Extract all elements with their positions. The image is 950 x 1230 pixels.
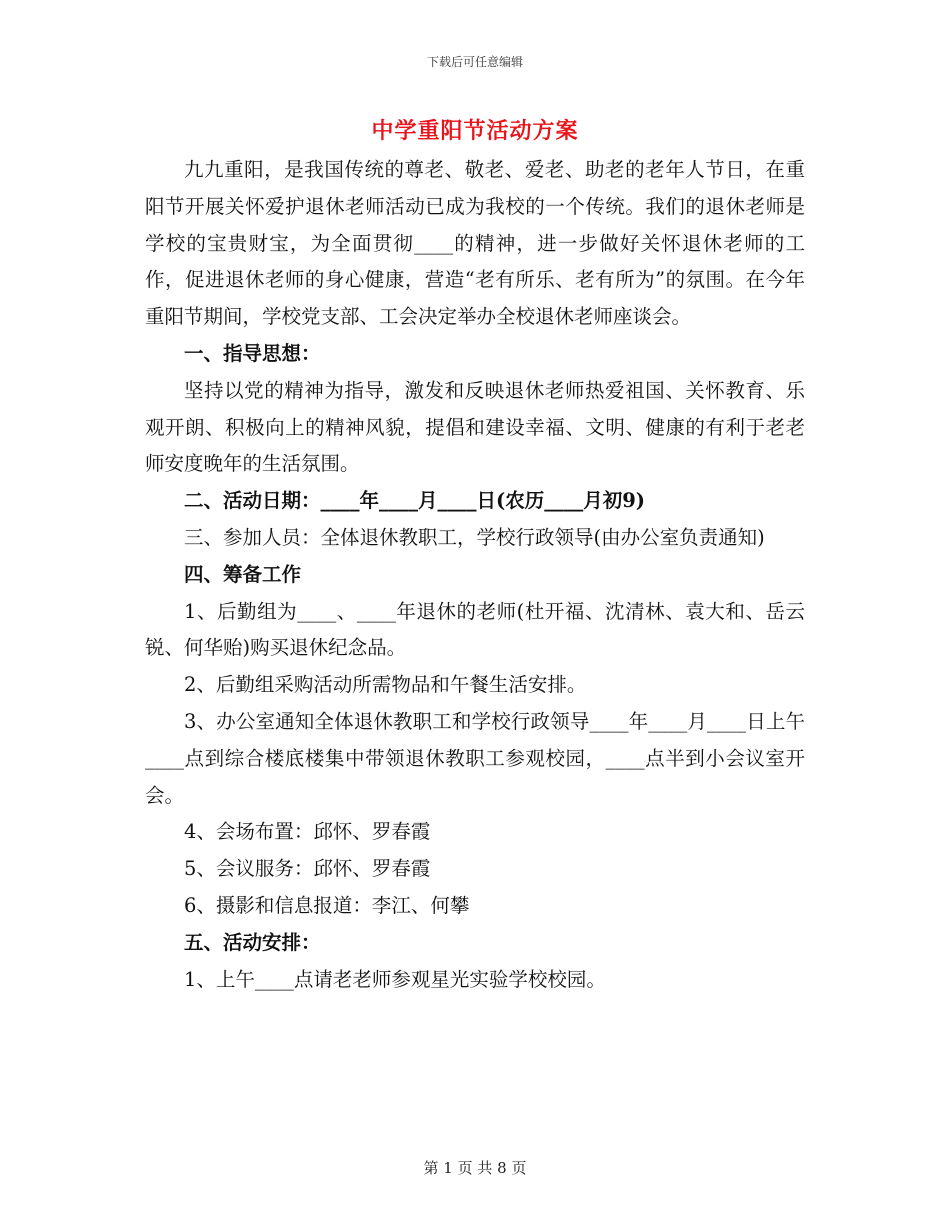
section-1-heading: 一、指导思想：	[184, 341, 321, 365]
section-4-item: 1、后勤组为____、____年退休的老师(杜开福、沈清林、袁大和、岳云锐、何华贻)购买退休纪念品。	[145, 599, 805, 660]
section-4-item: 3、办公室通知全体退休教职工和学校行政领导____年____月____日上午____点到综合楼底楼集中带领退休教职工参观校园，____点半到小会议室开会。	[145, 709, 805, 807]
document-body	[145, 152, 805, 998]
header-note: 下载后可任意编辑	[426, 55, 523, 69]
section-5-item: 1、上午____点请老老师参观星光实验学校校园。	[184, 967, 606, 991]
section-4-item: 5、会议服务：邱怀、罗春霞	[184, 857, 431, 881]
section-2-heading: 二、活动日期：____年____月____日(农历____月初9)	[184, 489, 646, 513]
section-3-paragraph: 三、参加人员：全体退休教职工，学校行政领导(由办公室负责通知)	[184, 525, 765, 549]
section-4-item: 4、会场布置：邱怀、罗春霞	[184, 820, 431, 844]
section-4-item: 6、摄影和信息报道：李江、何攀	[184, 893, 470, 917]
section-5-heading: 五、活动安排：	[184, 930, 321, 954]
page-footer: 第 1 页 共 8 页	[423, 1159, 527, 1177]
section-4-item: 2、后勤组采购活动所需物品和午餐生活安排。	[184, 673, 587, 697]
intro-paragraph: 九九重阳，是我国传统的尊老、敬老、爱老、助老的老年人节日，在重阳节开展关怀爱护退休老师活动已成为我校的一个传统。我们的退休老师是学校的宝贵财宝，为全面贯彻____的精神，进一步做好关怀退休老师的工作，促进退休老师的身心健康，营造“老有所乐、老有所为”的氛围。在今年重阳节期间，学校党支部、工会决定举办全校退休老师座谈会。	[145, 158, 805, 329]
document-title: 中学重阳节活动方案	[371, 118, 579, 144]
section-4-heading: 四、筹备工作	[184, 562, 302, 586]
section-1-paragraph: 坚持以党的精神为指导，激发和反映退休老师热爱祖国、关怀教育、乐观开朗、积极向上的精神风貌，提倡和建设幸福、文明、健康的有利于老老师安度晚年的生活氛围。	[145, 378, 805, 476]
